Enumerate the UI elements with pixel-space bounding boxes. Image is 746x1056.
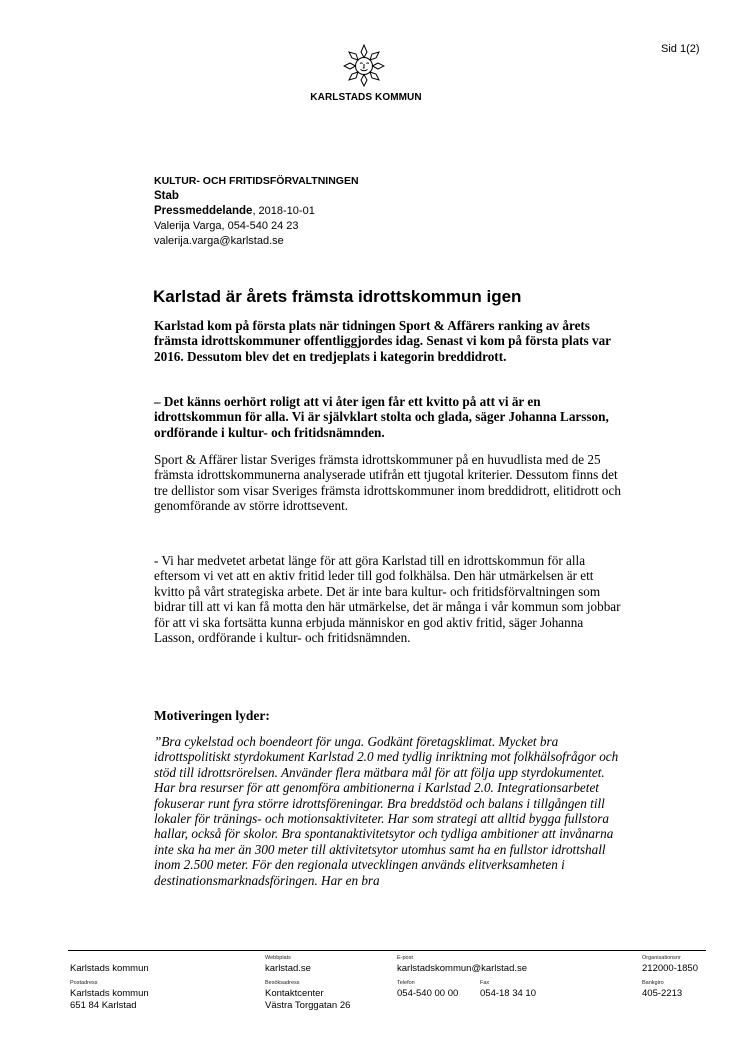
contact-line: Valerija Varga, 054-540 24 23 <box>154 220 299 232</box>
footer-fax: 054-18 34 10 <box>480 988 536 999</box>
article-intro: Karlstad kom på första plats när tidningen Sport & Affärers ranking av årets främsta idrottskommuner offentliggjordes idag. Senast vi kom på första plats var 2016. Dessutom blev det en tredjeplats i kategorin breddidrott. <box>154 318 611 364</box>
footer-org-label: Organisationsnr <box>642 955 681 961</box>
footer-web-link[interactable]: karlstad.se <box>265 963 311 974</box>
footer-visit-line1: Kontaktcenter <box>265 988 324 999</box>
footer-phone-label: Telefon <box>397 980 415 986</box>
article-body-1: Sport & Affärer listar Sveriges främsta idrottskommuner på en huvudlista med de 25 främsta idrottskommunerna analyserade utifrån ett tjugotal kriterier. Dessutom finns det tre dellistor som visar Sveriges främsta idrottskommuner inom breddidrott, elitidrott och genomförande av större idrottsevent. <box>154 452 621 514</box>
department-name: KULTUR- OCH FRITIDSFÖRVALTNINGEN <box>154 175 359 187</box>
footer-visit-label: Besöksadress <box>265 980 300 986</box>
article-title: Karlstad är årets främsta idrottskommun igen <box>153 287 522 306</box>
footer-bank-label: Bankgiro <box>642 980 664 986</box>
article-quote: – Det känns oerhört roligt att vi åter igen får ett kvitto på att vi är en idrottskommun för alla. Vi är självklart stolta och glada, säger Johanna Larsson, ordförande i kultur- och fritidsnämnden. <box>154 394 609 440</box>
footer-visit-line2: Västra Torggatan 26 <box>265 1000 351 1011</box>
footer-postal-line1: Karlstads kommun <box>70 988 149 999</box>
footer-email-link[interactable]: karlstadskommun@karlstad.se <box>397 963 528 974</box>
doc-type-line <box>154 204 359 219</box>
footer-phone: 054-540 00 00 <box>397 988 459 999</box>
contact-email: valerija.varga@karlstad.se <box>154 235 284 247</box>
footer-name: Karlstads kommun <box>70 963 149 974</box>
footer-bank-number: 405-2213 <box>642 988 683 999</box>
sun-face-icon <box>343 43 385 87</box>
unit-name: Stab <box>154 190 179 202</box>
document-header <box>154 174 359 249</box>
article-body-2: - Vi har medvetet arbetat länge för att göra Karlstad till en idrottskommun för alla eftersom vi vet att en aktiv fritid leder till god folkhälsa. Den här utmärkelsen är ett kvitto på vårt strategiska arbete. Det är inte bara kultur- och fritidsförvaltningen som bidrar till att vi kan få motta den här utmärkelse, det är många i vår kommun som jobbar för att vi ska fortsätta kunna erbjuda människor en god aktiv fritid, säger Johanna Lasson, ordförande i kultur- och fritidsnämnden. <box>154 553 621 646</box>
footer-web-label: Webbplats <box>265 955 291 961</box>
page-number: Sid 1(2) <box>661 43 700 55</box>
doc-date: , 2018-10-01 <box>252 205 315 217</box>
organization-name: KARLSTADS KOMMUN <box>310 92 422 103</box>
footer-email-label: E-post <box>397 955 413 961</box>
motivation-heading: Motiveringen lyder: <box>154 708 270 723</box>
footer-divider <box>68 950 706 951</box>
footer-org-number: 212000-1850 <box>642 963 698 974</box>
doc-type: Pressmeddelande <box>154 205 253 217</box>
footer-fax-label: Fax <box>480 980 490 986</box>
motivation-text: ”Bra cykelstad och boendeort för unga. Godkänt företagsklimat. Mycket bra idrottspolitiskt styrdokument Karlstad 2.0 med tydlig inriktning mot folkhälsofrågor och stöd till idrottsrörelsen. Använder flera mätbara mål för att följa upp styrdokumentet. Har bra resurser för att genomföra ambitionerna i Karlstad 2.0. Integrationsarbetet fokuserar runt fyra större idrottsföreningar. Bra breddstöd och balans i tillgången till lokaler för tränings- och motionsaktiviteter. Har som strategi att alltid bygga fullstora hallar, också för skolor. Bra spontanaktivitetsytor och tydliga ambitioner att invånarna inte ska ha mer än 300 meter till aktivitetsytor utomhus samt ha en fullstor idrottshall inom 2.500 meter. För den regionala utvecklingen används elitverksamheten i destinationsmarknadsföringen. Har en bra <box>154 734 619 888</box>
footer-postal-label: Postadress <box>70 980 98 986</box>
footer-postal-line2: 651 84 Karlstad <box>70 1000 137 1011</box>
